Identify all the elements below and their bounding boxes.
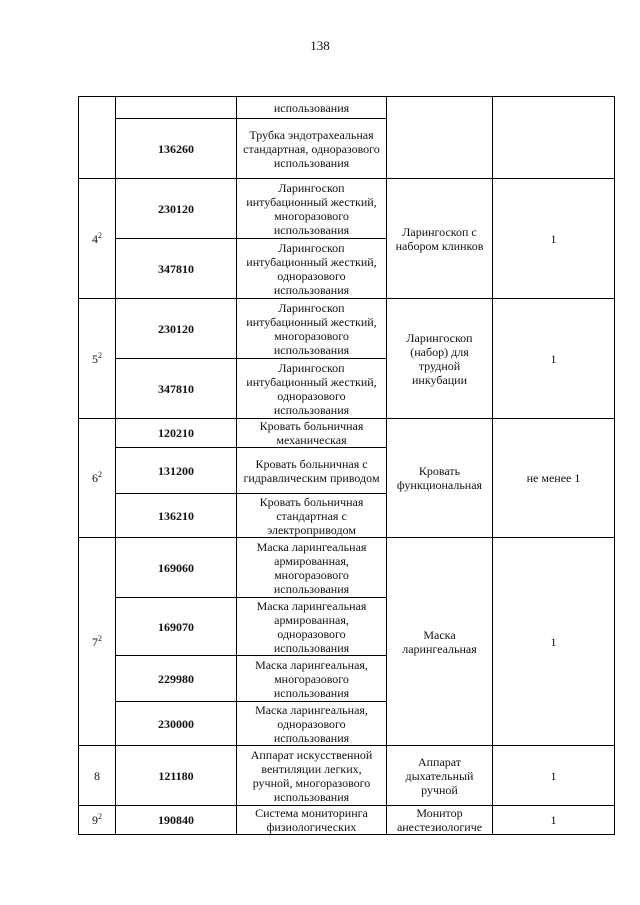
item-name: Маска ларингеальная, многоразового использования — [237, 656, 387, 702]
item-name: Маска ларингеальная армированная, многоразового использования — [237, 538, 387, 598]
item-code: 136260 — [116, 119, 237, 179]
item-code: 136210 — [116, 494, 237, 538]
quantity: 1 — [493, 179, 615, 299]
row-number: 5 — [92, 351, 98, 366]
table-row — [79, 419, 615, 448]
function-name: Монитор анестезиологиче — [387, 806, 493, 835]
quantity: 1 — [493, 299, 615, 419]
row-number: 6 — [92, 471, 98, 485]
function-name — [387, 97, 493, 179]
item-name: Кровать больничная механическая — [237, 419, 387, 448]
function-name: Кровать функциональная — [387, 419, 493, 538]
table-row — [79, 746, 615, 806]
row-number-footnote: 2 — [98, 633, 102, 643]
row-number-cell — [79, 806, 116, 835]
item-name: использования — [237, 97, 387, 119]
item-name: Система мониторинга физиологических — [237, 806, 387, 835]
item-code: 131200 — [116, 448, 237, 494]
item-name: Кровать больничная с гидравлическим приводом — [237, 448, 387, 494]
table-row — [79, 97, 615, 119]
item-name: Ларингоскоп интубационный жесткий, многоразового использования — [237, 179, 387, 239]
item-code: 230120 — [116, 299, 237, 359]
item-code: 120210 — [116, 419, 237, 448]
row-number: 7 — [92, 634, 98, 649]
row-number-cell — [79, 538, 116, 746]
item-code: 229980 — [116, 656, 237, 702]
quantity: 1 — [493, 746, 615, 806]
row-number-footnote: 2 — [98, 812, 102, 821]
item-name: Аппарат искусственной вентиляции легких, ручной, многоразового использования — [237, 746, 387, 806]
equipment-table — [78, 96, 615, 835]
item-name: Ларингоскоп интубационный жесткий, одноразового использования — [237, 239, 387, 299]
row-number-footnote: 2 — [98, 230, 102, 240]
item-code: 190840 — [116, 806, 237, 835]
item-code: 121180 — [116, 746, 237, 806]
item-code: 347810 — [116, 359, 237, 419]
item-name: Ларингоскоп интубационный жесткий, многоразового использования — [237, 299, 387, 359]
quantity — [493, 97, 615, 179]
item-code: 230000 — [116, 702, 237, 746]
item-code: 169070 — [116, 598, 237, 656]
item-code: 347810 — [116, 239, 237, 299]
item-name: Ларингоскоп интубационный жесткий, одноразового использования — [237, 359, 387, 419]
table-row — [79, 179, 615, 239]
function-name: Ларингоскоп (набор) для трудной инкубации — [387, 299, 493, 419]
page-number: 138 — [310, 38, 330, 53]
table-body — [79, 97, 615, 835]
item-code: 169060 — [116, 538, 237, 598]
row-number-cell — [79, 179, 116, 299]
row-number: 8 — [94, 768, 100, 783]
function-name: Ларингоскоп с набором клинков — [387, 179, 493, 299]
table-row — [79, 806, 615, 835]
quantity: 1 — [493, 538, 615, 746]
table-row — [79, 299, 615, 359]
item-code: 230120 — [116, 179, 237, 239]
function-name: Аппарат дыхательный ручной — [387, 746, 493, 806]
row-number-footnote: 2 — [98, 470, 102, 479]
row-number-cell — [79, 299, 116, 419]
row-number-footnote: 2 — [98, 350, 102, 360]
function-name: Маска ларингеальная — [387, 538, 493, 746]
row-number: 4 — [92, 231, 98, 246]
row-number-cell — [79, 419, 116, 538]
row-number: 9 — [92, 813, 98, 827]
table-row — [79, 538, 615, 598]
row-number-cell — [79, 97, 116, 179]
item-name: Маска ларингеальная, одноразового использования — [237, 702, 387, 746]
item-name: Маска ларингеальная армированная, одноразового использования — [237, 598, 387, 656]
row-number-cell — [79, 746, 116, 806]
quantity: не менее 1 — [493, 419, 615, 538]
item-name: Трубка эндотрахеальная стандартная, одноразового использования — [237, 119, 387, 179]
item-code — [116, 97, 237, 119]
quantity: 1 — [493, 806, 615, 835]
item-name: Кровать больничная стандартная с электроприводом — [237, 494, 387, 538]
